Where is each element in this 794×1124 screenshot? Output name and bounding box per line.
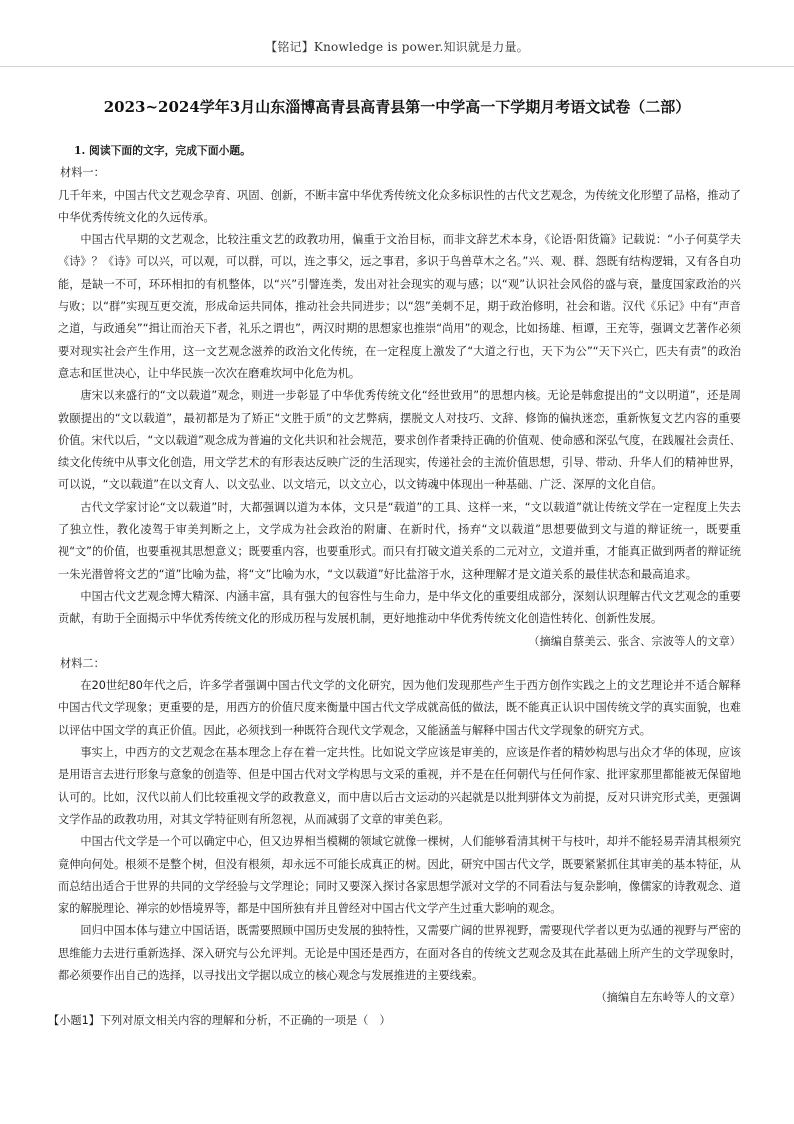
material-one-paragraph: 中国古代文艺观念博大精深、内涵丰富，具有强大的包容性与生命力，是中华文化的重要组成部分，深刻认识理解古代文艺观念的重要贡献，有助于全面揭示中华优秀传统文化的形成历程与发展机制，更好地推动中华优秀传统文化创造性转化、创新性发展。 [58, 589, 741, 626]
material-two-label: 材料二： [60, 656, 105, 670]
question-instruction: 1. 阅读下面的文字，完成下面小题。 [74, 144, 251, 157]
material-two-paragraph: 回归中国本体与建立中国话语，既需要照顾中国历史发展的独特性，又需要广阔的世界视野，需要现代学者以更为弘通的视野与严密的思维能力去进行重新选择、深入研究与公允评判。无论是中国还是西方，在面对各自的传统文艺观念及其在此基础上所产生的文学现象时，都必须要作出自己的选择，以寻找出文学据以成立的核心观念与发展推进的主要线索。 [58, 924, 741, 982]
material-one-source: （摘编自蔡美云、张含、宗波等人的文章） [528, 634, 741, 648]
material-two-paragraph: 在20世纪80年代之后，许多学者强调中国古代文学的文化研究，因为他们发现那些产生于西方创作实践之上的文艺理论并不适合解释中国古代文学现象；更重要的是，用西方的价值尺度来衡量中国古代文学成就高低的做法，既不能真正认识中国传统文学的真实面貌，也难以评估中国文学的真正价值。因此，必须找到一种既符合现代文学观念，又能涵盖与解释中国古代文学现象的研究方式。 [58, 679, 741, 737]
sub-question-1: 【小题1】下列对原文相关内容的理解和分析，不正确的一项是（ ） [48, 1013, 391, 1027]
exam-body [48, 140, 741, 1032]
material-one-paragraph: 几千年来，中国古代文艺观念孕育、巩固、创新，不断丰富中华优秀传统文化众多标识性的古代文艺观念，为传统文化形塑了品格，推动了中华优秀传统文化的久远传承。 [58, 188, 741, 224]
material-two-source: （摘编自左东岭等人的文章） [595, 991, 741, 1005]
material-two-paragraph: 事实上，中西方的文艺观念在基本理念上存在着一定共性。比如说文学应该是审美的，应该是作者的精妙构思与出众才华的体现，应该是用语言去进行形象与意象的创造等、但是中国古代对文学构思与文采的重视，并不是在任何朝代与任何作家、批评家那里都能被无保留地认可的。比如，汉代以前人们比较重视文学的政教意义，而中唐以后古文运动的兴起就是以批判骈体文为前提，反对只讲究形式美，更强调文学作品的政教功用，对其文学特征则有所忽视，从而减弱了文章的审美色彩。 [58, 746, 741, 826]
header-motto: 【铭记】Knowledge is power.知识就是力量。 [265, 40, 529, 54]
material-one-label: 材料一： [60, 166, 105, 180]
material-two-paragraph: 中国古代文学是一个可以确定中心，但又边界相当模糊的领域它就像一棵树，人们能够看清其树干与枝叶，却并不能轻易弄清其根须究竟伸向何处。根须不是整个树，但没有根须，却永远不可能长成真正的树。因此，研究中国古代文学，既要紧紧抓住其审美的基本特征，从而总结出适合于世界的共同的文学经验与文学理论；同时又要深入探讨各家思想学派对文学的不同看法与复杂影响，像儒家的诗教观念、道家的解脱理论、禅宗的妙悟境界等，都是中国所独有并且曾经对中国古代文学产生过重大影响的观念。 [58, 835, 741, 916]
material-one-paragraph: 唐宋以来盛行的“文以载道”观念，则进一步彰显了中华优秀传统文化“经世致用”的思想内核。无论是韩愈提出的“文以明道”，还是周敦颐提出的“文以载道”，最初都是为了矫正“文胜于质”的文艺弊病，摆脱文人对技巧、文辞、修饰的偏执迷恋，重新恢复文艺内容的重要价值。宋代以后，“文以载道”观念成为普遍的文化共识和社会规范，要求创作者秉持正确的价值观、使命感和深弘气度，在践履社会责任、续文化传统中从事文化创造，用文学艺术的有形表达反映广泛的生活现实，传递社会的主流价值思想，引导、带动、升华人们的精神世界，可以说，“文以载道”在以文育人、以文弘业、以文培元，以文立心，以文铸魂中体现出一种基础、广泛、深厚的文化自信。 [58, 389, 741, 492]
material-one-paragraph: 古代文学家讨论“文以载道”时，大都强调以道为本体，文只是“载道”的工具、这样一来，“文以载道”就让传统文学在一定程度上失去了独立性，教化凌驾于审美判断之上，文学成为社会政治的附庸、在新时代，扬弃“文以载道”思想要做到文与道的辩证统一，既要重视“文”的价值，也要重视其思想意义；既要重内容，也要重形式。而只有打破文道关系的二元对立，文道并重，才能真正做到两者的辩证统一朱光潜曾将文艺的“道”比喻为盐，将“文”比喻为水，“文以载道”好比盐溶于水，这种理解才是文道关系的最佳状态和最高追求。 [58, 500, 741, 581]
material-one-paragraph: 中国古代早期的文艺观念，比较注重文艺的政教功用，偏重于文治目标，而非文辞艺术本身，《论语·阳货篇》记载说：“小子何莫学夫《诗》？《诗》可以兴，可以观，可以群，可以，连之事父，远之事君，多识于鸟兽草木之名。”兴、观、群、怨既有结构逻辑，又有各自功能，是缺一不可，环环相扣的有机整体，以“兴”引譬连类，发出对社会现实的观与感；以“观”认识社会风俗的盛与衰，量度国家政治的兴与败；以“群”实现互更交流，形成命运共同体，推动社会共同进步；以“怨”美刺不足，期于政治修明，社会和谐。汉代《乐记》中有“声音之道，与政通矣”“揖让而治天下者，礼乐之谓也”，两汉时期的思想家也推崇“尚用”的观念，比如扬雄、桓谭，王充等，强调文艺著作必须要对现实社会产生作用，这一文艺观念滋养的政治文化传统，在一定程度上激发了“大道之行也，天下为公”“天下兴亡，匹夫有责”的政治意志和匡世决心，让中华民族一次次在磨难坎坷中化危为机。 [58, 233, 741, 380]
header-divider [0, 66, 794, 67]
exam-title: 2023~2024学年3月山东淄博高青县高青县第一中学高一下学期月考语文试卷（二部） [103, 98, 691, 116]
